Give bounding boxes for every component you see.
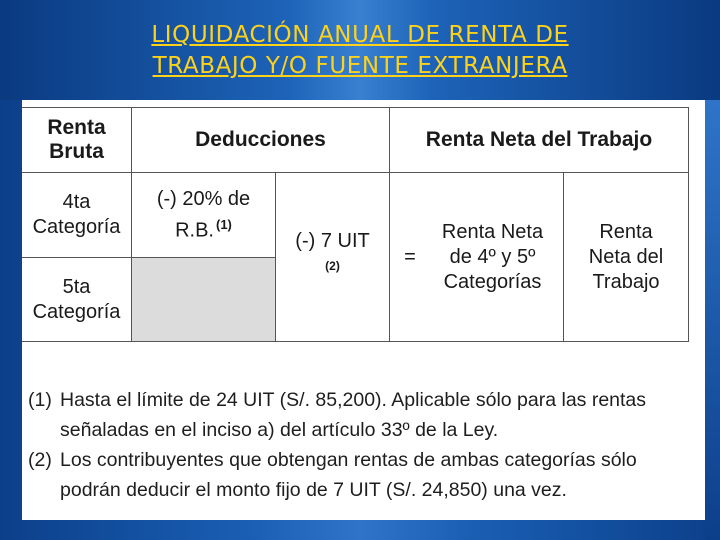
footnote-1-number: (1) xyxy=(28,389,52,411)
footnote-2-line2: podrán deducir el monto fijo de 7 UIT (S/. 24,850) una vez. xyxy=(60,479,567,501)
title-line-2: TRABAJO Y/O FUENTE EXTRANJERA xyxy=(152,53,568,79)
deduction-20-line2-wrap xyxy=(175,212,232,244)
deduction-20-line2: R.B. xyxy=(175,219,214,242)
row-4ta-categoria xyxy=(22,173,131,257)
renta-neta-del-trabajo xyxy=(564,173,688,341)
header-deducciones: Deducciones xyxy=(195,128,326,151)
footnote-ref-2: (2) xyxy=(325,259,340,273)
empty-gray-cell xyxy=(132,258,275,341)
footnote-1 xyxy=(28,385,703,445)
row-5ta-line1: 5ta xyxy=(62,275,91,298)
renta-neta-4-5-line1: Renta Neta xyxy=(441,220,544,243)
title-line-1: LIQUIDACIÓN ANUAL DE RENTA DE xyxy=(151,22,569,48)
renta-neta-4-5-line3: Categorías xyxy=(443,270,542,293)
header-renta-bruta-line1: Renta xyxy=(47,116,106,139)
footnote-ref-1: (1) xyxy=(216,216,232,232)
renta-neta-trabajo-line1: Renta xyxy=(599,220,653,243)
footnote-1-line1: Hasta el límite de 24 UIT (S/. 85,200). Aplicable sólo para las rentas xyxy=(60,389,647,411)
renta-neta-4-5-line2: de 4º y 5º xyxy=(449,245,536,268)
page-title xyxy=(0,20,720,82)
footnote-2-text xyxy=(60,445,703,505)
row-4ta-line2: Categoría xyxy=(32,216,121,238)
footnote-2-number: (2) xyxy=(28,449,52,471)
renta-neta-trabajo-line2: Neta del xyxy=(588,245,664,268)
footnotes xyxy=(28,385,703,505)
deduction-20-percent xyxy=(132,173,275,257)
deduction-7-uit xyxy=(276,173,389,341)
table-border-bottom xyxy=(22,341,689,342)
renta-neta-4-5-categorias xyxy=(422,173,563,341)
equals-sign: = xyxy=(404,245,416,268)
table-border-right xyxy=(688,107,689,342)
deduction-20-line1: (-) 20% de xyxy=(156,187,251,210)
footnote-1-text xyxy=(60,385,703,445)
row-4ta-line1: 4ta xyxy=(62,191,91,213)
content-panel xyxy=(22,100,705,520)
header-renta-bruta xyxy=(22,108,131,172)
footnote-2-line1: Los contribuyentes que obtengan rentas de ambas categorías sólo xyxy=(60,449,637,471)
header-renta-bruta-line2: Bruta xyxy=(49,140,104,163)
renta-neta-trabajo-line3: Trabajo xyxy=(592,270,660,293)
footnote-2 xyxy=(28,445,703,505)
right-edge-decoration xyxy=(705,100,720,540)
row-5ta-categoria xyxy=(22,258,131,341)
deduction-7-uit-label: (-) 7 UIT xyxy=(295,230,370,252)
footnote-1-line2: señaladas en el inciso a) del artículo 33º de la Ley. xyxy=(60,419,499,441)
row-5ta-line2: Categoría xyxy=(32,300,121,323)
header-renta-neta: Renta Neta del Trabajo xyxy=(425,128,653,151)
